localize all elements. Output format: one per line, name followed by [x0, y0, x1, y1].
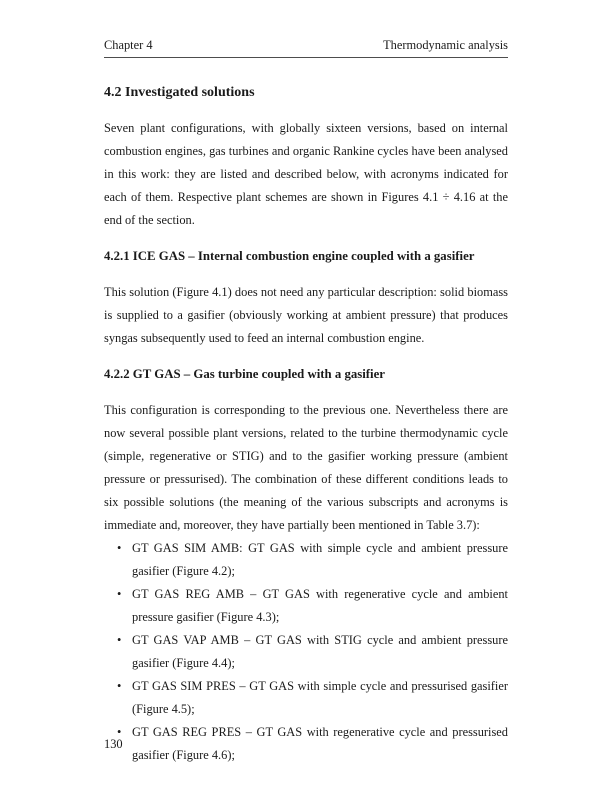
page-body — [104, 58, 508, 767]
section-intro-paragraph: Seven plant configurations, with globally sixteen versions, based on internal combustion engines, gas turbines and organic Rankine cycles have been analysed in this work: they are listed and described below, with acronyms indicated for each of them. Respective plant schemes are shown in Figures 4.1 ÷ 4.16 at the end of the section. — [104, 121, 508, 227]
list-item-gt-gas-reg-amb: • GT GAS REG AMB – GT GAS with regenerative cycle and ambient pressure gasifier (Figure 4.3); — [132, 583, 508, 629]
page-header — [104, 38, 508, 58]
running-head-title: Thermodynamic analysis — [383, 38, 508, 52]
subsection-421-paragraph: This solution (Figure 4.1) does not need any particular description: solid biomass is supplied to a gasifier (obviously working at ambient pressure) that produces syngas subsequently used to feed an internal combustion engine. — [104, 285, 508, 345]
subsection-421-heading: 4.2.1 ICE GAS – Internal combustion engine coupled with a gasifier — [104, 249, 475, 263]
list-item-gt-gas-vap-amb: • GT GAS VAP AMB – GT GAS with STIG cycle and ambient pressure gasifier (Figure 4.4); — [132, 629, 508, 675]
list-item-gt-gas-reg-pres: • GT GAS REG PRES – GT GAS with regenerative cycle and pressurised gasifier (Figure 4.6); — [132, 721, 508, 767]
list-item-gt-gas-sim-amb: • GT GAS SIM AMB: GT GAS with simple cycle and ambient pressure gasifier (Figure 4.2); — [132, 537, 508, 583]
list-item-gt-gas-sim-pres: • GT GAS SIM PRES – GT GAS with simple cycle and pressurised gasifier (Figure 4.5); — [132, 675, 508, 721]
section-heading: 4.2 Investigated solutions — [104, 85, 255, 100]
page-number: 130 — [104, 737, 123, 751]
subsection-422-paragraph: This configuration is corresponding to the previous one. Nevertheless there are now several possible plant versions, related to the turbine thermodynamic cycle (simple, regenerative or STIG) and to the gasifier working pressure (ambient pressure or pressurised). The combination of these different conditions leads to six possible solutions (the meaning of the various subscripts and acronyms is immediate and, moreover, they have partially been mentioned in Table 3.7): — [104, 403, 508, 532]
running-head-chapter: Chapter 4 — [104, 38, 153, 52]
plant-version-list — [104, 537, 508, 767]
page-footer — [104, 737, 123, 751]
subsection-422-heading: 4.2.2 GT GAS – Gas turbine coupled with a gasifier — [104, 367, 385, 381]
running-head — [104, 38, 508, 52]
